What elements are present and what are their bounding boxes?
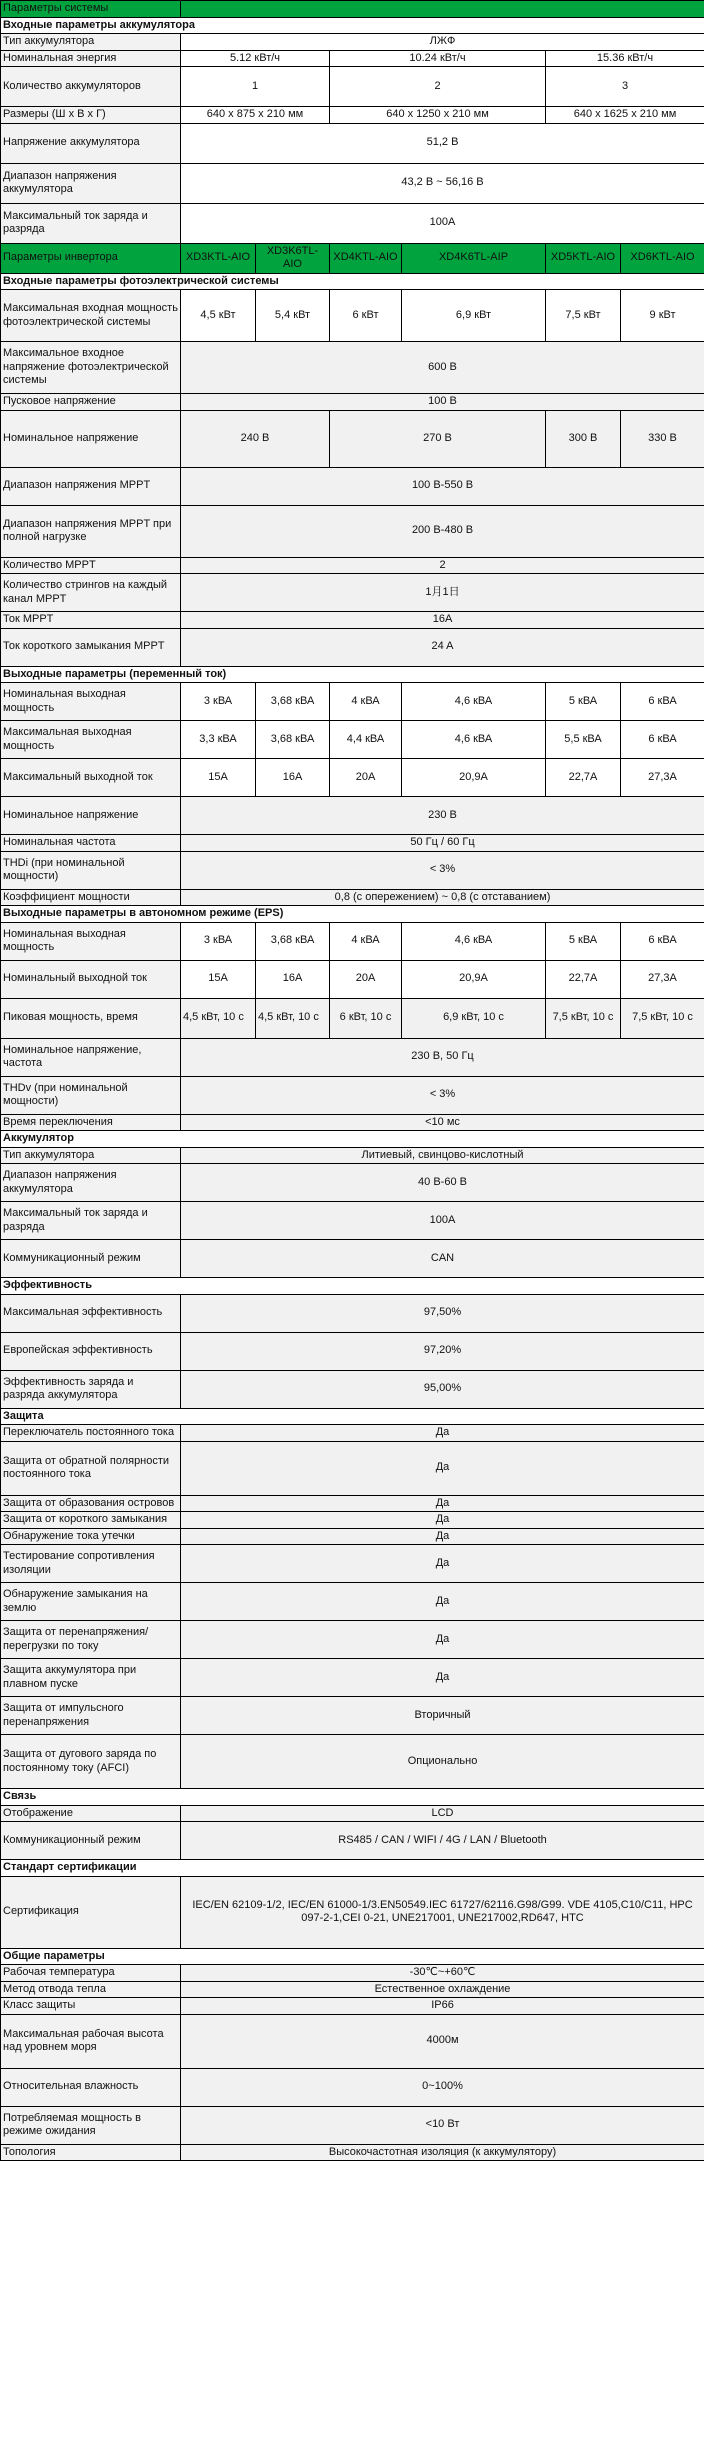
system-parameters-header-row xyxy=(1,1,704,18)
row-label-anti-islanding: Защита от образования островов xyxy=(1,1495,181,1512)
row-value-pv-max-power-4: 6,9 кВт xyxy=(402,290,546,342)
row-label-battery-voltage: Напряжение аккумулятора xyxy=(1,123,181,163)
model-header-3: XD4KTL-AIO xyxy=(330,243,402,273)
row-value-insulation-resistance: Да xyxy=(181,1545,704,1583)
row-value-eps-rated-power-2: 3,68 кВА xyxy=(256,922,330,960)
row-label-eps-rated-power: Номинальная выходная мощность xyxy=(1,922,181,960)
row-value-ac-max-power-6: 6 кВА xyxy=(621,721,704,759)
row-value-eps-rated-power-4: 4,6 кВА xyxy=(402,922,546,960)
table-row xyxy=(1,290,704,342)
row-value-max-altitude: 4000м xyxy=(181,2014,704,2068)
row-value-anti-islanding: Да xyxy=(181,1495,704,1512)
row-value-display: LCD xyxy=(181,1805,704,1822)
row-label-max-altitude: Максимальная рабочая высота над уровнем моря xyxy=(1,2014,181,2068)
row-value-mppt-current: 16A xyxy=(181,612,704,629)
row-label-ac-rated-power: Номинальная выходная мощность xyxy=(1,683,181,721)
section-communication: Связь xyxy=(1,1789,704,1806)
row-value-battery-chemistry: Литиевый, свинцово-кислотный xyxy=(181,1147,704,1164)
row-label-start-voltage: Пусковое напряжение xyxy=(1,394,181,411)
row-value-peak-power-5: 7,5 кВт, 10 с xyxy=(546,998,621,1038)
table-row xyxy=(1,1495,704,1512)
row-label-comm-mode: Коммуникационный режим xyxy=(1,1822,181,1860)
table-row xyxy=(1,2144,704,2161)
row-value-rated-energy-3: 15.36 кВт/ч xyxy=(546,50,704,67)
section-communication-row xyxy=(1,1789,704,1806)
table-row xyxy=(1,467,704,505)
row-value-cooling-method: Естественное охлаждение xyxy=(181,1981,704,1998)
row-label-battery-voltage-range-2: Диапазон напряжения аккумулятора xyxy=(1,1164,181,1202)
table-row xyxy=(1,628,704,666)
row-value-ac-max-current-2: 16A xyxy=(256,759,330,797)
section-battery: Аккумулятор xyxy=(1,1131,704,1148)
table-row xyxy=(1,1876,704,1948)
table-row xyxy=(1,1735,704,1789)
table-row xyxy=(1,1528,704,1545)
model-header-5: XD5KTL-AIO xyxy=(546,243,621,273)
section-certification: Стандарт сертификации xyxy=(1,1860,704,1877)
table-row xyxy=(1,123,704,163)
row-label-battery-chemistry: Тип аккумулятора xyxy=(1,1147,181,1164)
row-label-standby-power: Потребляемая мощность в режиме ожидания xyxy=(1,2106,181,2144)
row-value-eps-rated-power-6: 6 кВА xyxy=(621,922,704,960)
table-row xyxy=(1,1659,704,1697)
row-value-eps-rated-current-4: 20,9A xyxy=(402,960,546,998)
row-value-ac-rated-power-4: 4,6 кВА xyxy=(402,683,546,721)
section-battery-input: Входные параметры аккумулятора xyxy=(1,17,704,34)
row-value-ac-rated-power-3: 4 кВА xyxy=(330,683,402,721)
inverter-parameters-title: Параметры инвертора xyxy=(1,243,181,273)
row-label-ground-fault: Обнаружение замыкания на землю xyxy=(1,1583,181,1621)
row-label-short-circuit-protection: Защита от короткого замыкания xyxy=(1,1512,181,1529)
row-value-operating-temperature: -30℃~+60℃ xyxy=(181,1965,704,1982)
row-value-battery-efficiency: 95,00% xyxy=(181,1370,704,1408)
table-row xyxy=(1,1583,704,1621)
table-row xyxy=(1,922,704,960)
row-value-eps-rated-current-2: 16A xyxy=(256,960,330,998)
row-label-euro-efficiency: Европейская эффективность xyxy=(1,1332,181,1370)
row-value-pv-max-power-5: 7,5 кВт xyxy=(546,290,621,342)
table-row xyxy=(1,1076,704,1114)
section-protection-row xyxy=(1,1408,704,1425)
row-label-mppt-count: Количество MPPT xyxy=(1,557,181,574)
model-header-6: XD6KTL-AIO xyxy=(621,243,704,273)
row-value-battery-comm-mode: CAN xyxy=(181,1240,704,1278)
row-label-afci: Защита от дугового заряда по постоянному току (AFCI) xyxy=(1,1735,181,1789)
row-label-cooling-method: Метод отвода тепла xyxy=(1,1981,181,1998)
row-value-topology: Высокочастотная изоляция (к аккумулятору) xyxy=(181,2144,704,2161)
table-row xyxy=(1,1822,704,1860)
row-label-battery-voltage-range: Диапазон напряжения аккумулятора xyxy=(1,163,181,203)
row-value-standby-power: <10 Вт xyxy=(181,2106,704,2144)
section-battery-row xyxy=(1,1131,704,1148)
table-row xyxy=(1,1441,704,1495)
row-value-eps-voltage-frequency: 230 В, 50 Гц xyxy=(181,1038,704,1076)
table-row xyxy=(1,851,704,889)
section-eps-output-row xyxy=(1,906,704,923)
table-row xyxy=(1,960,704,998)
table-row xyxy=(1,1202,704,1240)
row-label-ac-rated-frequency: Номинальная частота xyxy=(1,835,181,852)
section-eps-output: Выходные параметры в автономном режиме (EPS) xyxy=(1,906,704,923)
row-value-soft-start: Да xyxy=(181,1659,704,1697)
table-row xyxy=(1,574,704,612)
row-label-ac-rated-voltage: Номинальное напряжение xyxy=(1,797,181,835)
row-value-ac-rated-voltage: 230 В xyxy=(181,797,704,835)
table-row xyxy=(1,1164,704,1202)
row-value-dc-switch: Да xyxy=(181,1425,704,1442)
row-value-eps-rated-power-1: 3 кВА xyxy=(181,922,256,960)
row-value-peak-power-6: 7,5 кВт, 10 с xyxy=(621,998,704,1038)
row-value-surge-protection: Вторичный xyxy=(181,1697,704,1735)
row-label-relative-humidity: Относительная влажность xyxy=(1,2068,181,2106)
row-value-thdv: < 3% xyxy=(181,1076,704,1114)
table-row xyxy=(1,67,704,107)
row-value-max-efficiency: 97,50% xyxy=(181,1294,704,1332)
row-label-battery-type: Тип аккумулятора xyxy=(1,34,181,51)
row-value-pv-max-power-6: 9 кВт xyxy=(621,290,704,342)
row-value-pv-max-power-3: 6 кВт xyxy=(330,290,402,342)
model-header-2: XD3K6TL-AIO xyxy=(256,243,330,273)
row-value-ac-max-current-4: 20,9A xyxy=(402,759,546,797)
row-value-ac-rated-power-6: 6 кВА xyxy=(621,683,704,721)
inverter-model-header-row xyxy=(1,243,704,273)
row-value-mppt-range: 100 В-550 В xyxy=(181,467,704,505)
row-label-pv-max-power: Максимальная входная мощность фотоэлектрической системы xyxy=(1,290,181,342)
row-label-ac-max-power: Максимальная выходная мощность xyxy=(1,721,181,759)
row-value-eps-rated-power-3: 4 кВА xyxy=(330,922,402,960)
row-label-leakage-current: Обнаружение тока утечки xyxy=(1,1528,181,1545)
row-label-certification: Сертификация xyxy=(1,1876,181,1948)
model-header-1: XD3KTL-AIO xyxy=(181,243,256,273)
table-row xyxy=(1,1425,704,1442)
row-label-eps-voltage-frequency: Номинальное напряжение, частота xyxy=(1,1038,181,1076)
row-value-pv-rated-voltage-4: 330 В xyxy=(621,410,704,467)
row-label-dimensions: Размеры (Ш x В x Г) xyxy=(1,107,181,124)
table-row xyxy=(1,1512,704,1529)
row-label-ac-max-current: Максимальный выходной ток xyxy=(1,759,181,797)
row-value-comm-mode: RS485 / CAN / WIFI / 4G / LAN / Bluetooth xyxy=(181,1822,704,1860)
row-label-eps-rated-current: Номинальный выходной ток xyxy=(1,960,181,998)
table-row xyxy=(1,34,704,51)
row-value-ground-fault: Да xyxy=(181,1583,704,1621)
row-value-power-factor: 0,8 (с опережением) ~ 0,8 (с отставанием) xyxy=(181,889,704,906)
section-pv-input: Входные параметры фотоэлектрической системы xyxy=(1,273,704,290)
table-row xyxy=(1,2014,704,2068)
system-parameters-title: Параметры системы xyxy=(1,1,181,18)
row-label-operating-temperature: Рабочая температура xyxy=(1,1965,181,1982)
row-value-ac-max-power-4: 4,6 кВА xyxy=(402,721,546,759)
row-value-ac-max-current-5: 22,7A xyxy=(546,759,621,797)
row-value-ac-rated-frequency: 50 Гц / 60 Гц xyxy=(181,835,704,852)
row-value-ac-max-power-1: 3,3 кВА xyxy=(181,721,256,759)
row-value-battery-max-current: 100A xyxy=(181,1202,704,1240)
section-certification-row xyxy=(1,1860,704,1877)
table-row xyxy=(1,2106,704,2144)
row-value-ac-max-power-5: 5,5 кВА xyxy=(546,721,621,759)
section-ac-output-row xyxy=(1,666,704,683)
row-label-battery-max-current: Максимальный ток заряда и разряда xyxy=(1,1202,181,1240)
table-row xyxy=(1,163,704,203)
row-value-ac-max-current-3: 20A xyxy=(330,759,402,797)
row-value-dimensions-2: 640 x 1250 x 210 мм xyxy=(330,107,546,124)
table-row xyxy=(1,394,704,411)
table-row xyxy=(1,721,704,759)
table-row xyxy=(1,889,704,906)
row-label-battery-count: Количество аккумуляторов xyxy=(1,67,181,107)
row-value-start-voltage: 100 В xyxy=(181,394,704,411)
table-row xyxy=(1,410,704,467)
row-value-peak-power-3: 6 кВт, 10 с xyxy=(330,998,402,1038)
row-label-mppt-short-circuit: Ток короткого замыкания MPPT xyxy=(1,628,181,666)
row-label-mppt-range-full-load: Диапазон напряжения MPPT при полной нагрузке xyxy=(1,505,181,557)
row-value-strings-per-mppt: 1月1日 xyxy=(181,574,704,612)
row-label-max-charge-current: Максимальный ток заряда и разряда xyxy=(1,203,181,243)
row-value-eps-rated-current-5: 22,7A xyxy=(546,960,621,998)
row-value-ac-max-current-6: 27,3A xyxy=(621,759,704,797)
table-row xyxy=(1,505,704,557)
row-value-battery-count-2: 2 xyxy=(330,67,546,107)
section-ac-output: Выходные параметры (переменный ток) xyxy=(1,666,704,683)
row-value-peak-power-4: 6,9 кВт, 10 с xyxy=(402,998,546,1038)
model-header-4: XD4K6TL-AIP xyxy=(402,243,546,273)
table-row xyxy=(1,1805,704,1822)
row-value-eps-rated-current-3: 20A xyxy=(330,960,402,998)
row-label-overvoltage-overcurrent: Защита от перенапряжения/перегрузки по току xyxy=(1,1621,181,1659)
table-row xyxy=(1,1147,704,1164)
section-general: Общие параметры xyxy=(1,1948,704,1965)
table-row xyxy=(1,759,704,797)
row-value-eps-rated-power-5: 5 кВА xyxy=(546,922,621,960)
table-row xyxy=(1,797,704,835)
row-label-power-factor: Коэффициент мощности xyxy=(1,889,181,906)
row-label-mppt-range: Диапазон напряжения MPPT xyxy=(1,467,181,505)
row-value-leakage-current: Да xyxy=(181,1528,704,1545)
row-value-reverse-polarity: Да xyxy=(181,1441,704,1495)
section-battery-input-row xyxy=(1,17,704,34)
row-value-mppt-range-full-load: 200 В-480 В xyxy=(181,505,704,557)
table-row xyxy=(1,1332,704,1370)
row-value-switch-time: <10 мс xyxy=(181,1114,704,1131)
row-value-eps-rated-current-6: 27,3A xyxy=(621,960,704,998)
row-label-surge-protection: Защита от импульсного перенапряжения xyxy=(1,1697,181,1735)
row-label-pv-rated-voltage: Номинальное напряжение xyxy=(1,410,181,467)
table-row xyxy=(1,998,704,1038)
row-value-ac-max-current-1: 15A xyxy=(181,759,256,797)
table-row xyxy=(1,50,704,67)
row-value-battery-voltage: 51,2 В xyxy=(181,123,704,163)
table-row xyxy=(1,1621,704,1659)
row-label-pv-max-voltage: Максимальное входное напряжение фотоэлектрической системы xyxy=(1,342,181,394)
row-value-peak-power-1: 4,5 кВт, 10 с xyxy=(181,998,256,1038)
table-row xyxy=(1,1545,704,1583)
table-row xyxy=(1,2068,704,2106)
row-label-topology: Топология xyxy=(1,2144,181,2161)
row-value-max-charge-current: 100A xyxy=(181,203,704,243)
row-label-switch-time: Время переключения xyxy=(1,1114,181,1131)
row-value-battery-count-1: 1 xyxy=(181,67,330,107)
section-protection: Защита xyxy=(1,1408,704,1425)
section-pv-input-row xyxy=(1,273,704,290)
row-value-pv-rated-voltage-2: 270 В xyxy=(330,410,546,467)
row-label-peak-power: Пиковая мощность, время xyxy=(1,998,181,1038)
row-value-ac-rated-power-1: 3 кВА xyxy=(181,683,256,721)
row-label-thdi: THDi (при номинальной мощности) xyxy=(1,851,181,889)
row-label-dc-switch: Переключатель постоянного тока xyxy=(1,1425,181,1442)
row-value-ac-max-power-3: 4,4 кВА xyxy=(330,721,402,759)
row-value-pv-rated-voltage-3: 300 В xyxy=(546,410,621,467)
row-label-battery-efficiency: Эффективность заряда и разряда аккумулятора xyxy=(1,1370,181,1408)
row-value-certification: IEC/EN 62109-1/2, IEC/EN 61000-1/3.EN50549.IEC 61727/62116.G98/G99. VDE 4105,C10/C11, HPC 097-2-1,CEI 0-21, UNE217001, UNE217002,RD647, HTC xyxy=(181,1876,704,1948)
row-value-pv-rated-voltage-1: 240 В xyxy=(181,410,330,467)
section-efficiency-row xyxy=(1,1278,704,1295)
row-label-thdv: THDv (при номинальной мощности) xyxy=(1,1076,181,1114)
table-row xyxy=(1,683,704,721)
row-label-battery-comm-mode: Коммуникационный режим xyxy=(1,1240,181,1278)
row-value-pv-max-voltage: 600 В xyxy=(181,342,704,394)
row-value-battery-count-3: 3 xyxy=(546,67,704,107)
table-row xyxy=(1,1038,704,1076)
row-label-rated-energy: Номинальная энергия xyxy=(1,50,181,67)
row-value-ip-rating: IP66 xyxy=(181,1998,704,2015)
row-label-display: Отображение xyxy=(1,1805,181,1822)
row-label-reverse-polarity: Защита от обратной полярности постоянного тока xyxy=(1,1441,181,1495)
row-label-strings-per-mppt: Количество стрингов на каждый канал MPPT xyxy=(1,574,181,612)
row-value-short-circuit-protection: Да xyxy=(181,1512,704,1529)
table-row xyxy=(1,1697,704,1735)
row-value-rated-energy-2: 10.24 кВт/ч xyxy=(330,50,546,67)
row-value-battery-type: ЛЖФ xyxy=(181,34,704,51)
row-value-afci: Опционально xyxy=(181,1735,704,1789)
table-row xyxy=(1,1370,704,1408)
table-row xyxy=(1,1294,704,1332)
table-row xyxy=(1,1114,704,1131)
row-value-rated-energy-1: 5.12 кВт/ч xyxy=(181,50,330,67)
row-value-mppt-short-circuit: 24 A xyxy=(181,628,704,666)
system-parameters-header-blank xyxy=(181,1,704,18)
row-label-max-efficiency: Максимальная эффективность xyxy=(1,1294,181,1332)
row-label-soft-start: Защита аккумулятора при плавном пуске xyxy=(1,1659,181,1697)
section-general-row xyxy=(1,1948,704,1965)
row-value-thdi: < 3% xyxy=(181,851,704,889)
table-row xyxy=(1,203,704,243)
row-value-ac-rated-power-5: 5 кВА xyxy=(546,683,621,721)
row-label-insulation-resistance: Тестирование сопротивления изоляции xyxy=(1,1545,181,1583)
row-value-mppt-count: 2 xyxy=(181,557,704,574)
table-row xyxy=(1,107,704,124)
table-row xyxy=(1,1981,704,1998)
table-row xyxy=(1,835,704,852)
table-row xyxy=(1,557,704,574)
table-row xyxy=(1,1965,704,1982)
row-label-ip-rating: Класс защиты xyxy=(1,1998,181,2015)
table-row xyxy=(1,342,704,394)
table-row xyxy=(1,1998,704,2015)
row-value-ac-rated-power-2: 3,68 кВА xyxy=(256,683,330,721)
row-value-dimensions-3: 640 x 1625 x 210 мм xyxy=(546,107,704,124)
section-efficiency: Эффективность xyxy=(1,1278,704,1295)
row-value-dimensions-1: 640 x 875 x 210 мм xyxy=(181,107,330,124)
row-value-peak-power-2: 4,5 кВт, 10 с xyxy=(256,998,330,1038)
row-value-battery-voltage-range: 43,2 В ~ 56,16 В xyxy=(181,163,704,203)
row-value-pv-max-power-2: 5,4 кВт xyxy=(256,290,330,342)
row-value-euro-efficiency: 97,20% xyxy=(181,1332,704,1370)
row-value-battery-voltage-range-2: 40 В-60 В xyxy=(181,1164,704,1202)
table-row xyxy=(1,612,704,629)
row-value-overvoltage-overcurrent: Да xyxy=(181,1621,704,1659)
row-value-eps-rated-current-1: 15A xyxy=(181,960,256,998)
row-value-pv-max-power-1: 4,5 кВт xyxy=(181,290,256,342)
row-value-relative-humidity: 0~100% xyxy=(181,2068,704,2106)
row-label-mppt-current: Ток MPPT xyxy=(1,612,181,629)
table-row xyxy=(1,1240,704,1278)
row-value-ac-max-power-2: 3,68 кВА xyxy=(256,721,330,759)
